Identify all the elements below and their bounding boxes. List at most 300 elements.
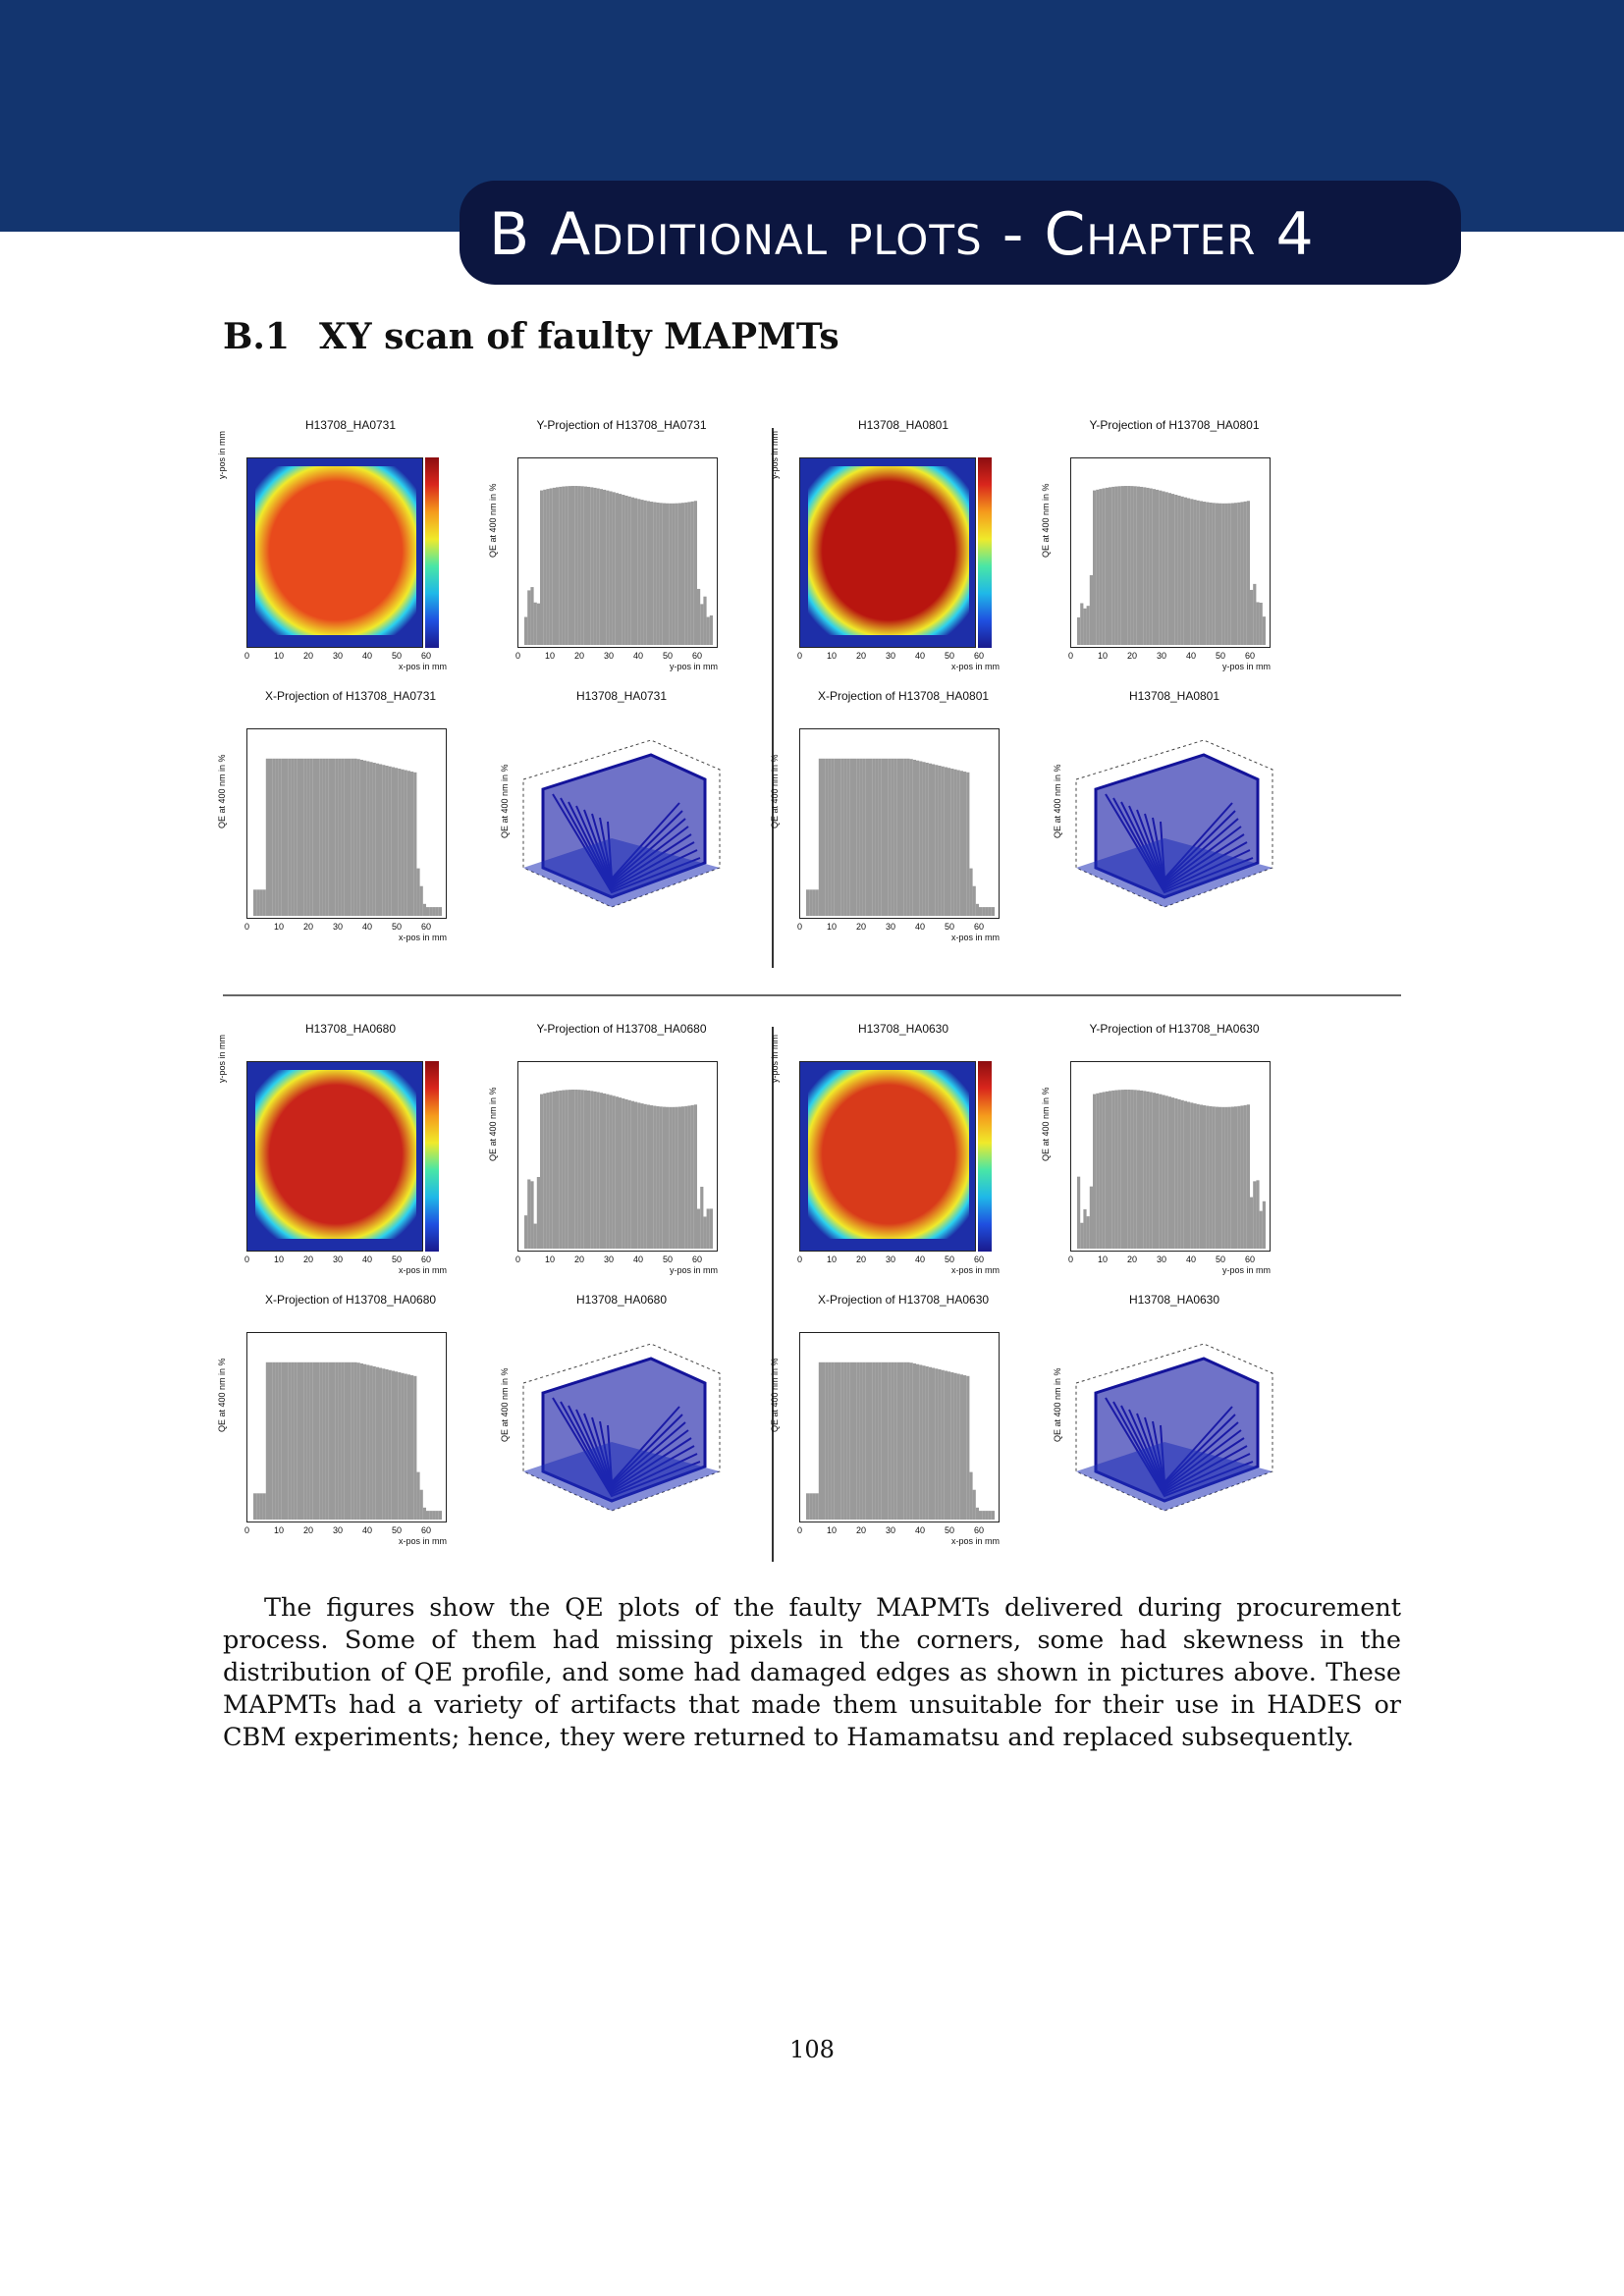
histogram-bar xyxy=(279,1362,282,1520)
histogram-bar xyxy=(360,1363,363,1520)
x-tick-label: 30 xyxy=(886,1255,896,1264)
histogram-bar xyxy=(1218,504,1221,645)
x-tick-label: 50 xyxy=(945,1525,955,1535)
x-tick-label: 60 xyxy=(1245,651,1256,661)
plot-panel-lego xyxy=(494,1295,749,1545)
histogram-bar xyxy=(1250,1198,1253,1249)
histogram-bar xyxy=(275,759,278,916)
histogram-bar xyxy=(363,761,366,916)
histogram-bar xyxy=(279,759,282,916)
histogram-bar xyxy=(269,759,272,916)
plot-frame xyxy=(246,457,423,648)
histogram-bar xyxy=(866,759,869,916)
x-tick-label: 0 xyxy=(244,651,250,661)
plot-panel-x xyxy=(217,689,478,942)
x-tick-label: 30 xyxy=(886,651,896,661)
histogram-bar xyxy=(259,889,262,916)
histogram-bar xyxy=(543,490,546,645)
x-axis-label: x-pos in mm xyxy=(398,662,447,671)
histogram-bar xyxy=(338,759,341,916)
histogram-bar xyxy=(1263,1201,1266,1249)
lego-plot-3d xyxy=(1056,1324,1282,1521)
histogram-bar xyxy=(556,487,559,645)
histogram-bar xyxy=(694,501,697,645)
histogram-bar xyxy=(1090,575,1093,645)
histogram-bar xyxy=(681,1106,684,1249)
plot-title: Y-Projection of H13708_HA0731 xyxy=(536,418,707,432)
histogram-bar xyxy=(835,1362,838,1520)
x-tick-label: 20 xyxy=(574,1255,585,1264)
histogram-bar xyxy=(416,1472,419,1520)
histogram-bar xyxy=(903,759,906,916)
histogram-bar xyxy=(1206,1106,1209,1249)
plot-title: H13708_HA0731 xyxy=(304,418,397,432)
x-tick-label: 50 xyxy=(392,1255,403,1264)
histogram-bar xyxy=(656,1106,659,1249)
x-tick-label: 50 xyxy=(945,1255,955,1264)
histogram-bar xyxy=(856,759,859,916)
histogram-bar xyxy=(593,488,596,645)
histogram-bar xyxy=(875,759,878,916)
x-tick-label: 0 xyxy=(797,1525,803,1535)
histogram-bar xyxy=(681,503,684,645)
histogram-bar xyxy=(420,1490,423,1520)
plot-title: H13708_HA0680 xyxy=(304,1022,397,1036)
x-tick-label: 40 xyxy=(1186,651,1197,661)
plot-panel-heat xyxy=(217,418,478,671)
histogram-bar xyxy=(707,1208,710,1249)
x-tick-label: 10 xyxy=(274,651,285,661)
plot-panel-heat xyxy=(770,418,1031,671)
histogram-bar xyxy=(319,759,322,916)
histogram-bar xyxy=(373,763,376,916)
x-tick-label: 30 xyxy=(604,1255,615,1264)
histogram-bar xyxy=(897,759,900,916)
histogram-bar xyxy=(407,771,410,916)
x-tick-labels xyxy=(246,922,447,932)
histogram-bar xyxy=(879,759,882,916)
histogram-bar xyxy=(537,1177,540,1249)
histogram-bar xyxy=(288,1362,291,1520)
histogram-bar xyxy=(676,504,678,645)
histogram-bar xyxy=(1240,1105,1243,1249)
y-axis-label: QE at 400 nm in % xyxy=(500,1367,510,1442)
histogram-bar xyxy=(960,771,963,916)
histogram-bar xyxy=(348,1362,351,1520)
histogram-bar xyxy=(587,487,590,645)
plot-panel-y xyxy=(1041,1022,1302,1275)
histogram-bar xyxy=(697,589,700,645)
histogram-bar xyxy=(942,767,945,916)
histogram-bar xyxy=(568,486,571,645)
plot-frame xyxy=(246,1332,447,1522)
x-tick-label: 10 xyxy=(827,922,838,932)
vertical-divider-top xyxy=(772,428,774,968)
histogram-bar xyxy=(353,1362,356,1520)
histogram-bar xyxy=(398,769,401,916)
x-tick-label: 0 xyxy=(1068,651,1074,661)
histogram-bar xyxy=(405,1374,407,1520)
histogram-bar xyxy=(707,617,710,645)
histogram-bar xyxy=(429,1511,432,1520)
x-tick-label: 20 xyxy=(303,1525,314,1535)
histogram-bar xyxy=(903,1362,906,1520)
histogram-bar xyxy=(838,1362,840,1520)
histogram-bar xyxy=(392,768,395,916)
histogram-bar xyxy=(687,502,690,645)
histogram-bar xyxy=(812,889,815,916)
x-tick-label: 10 xyxy=(274,1255,285,1264)
plot-frame xyxy=(1070,1061,1271,1252)
histogram-bar xyxy=(1150,1093,1153,1249)
histogram-bar xyxy=(812,1493,815,1520)
histogram-bar xyxy=(342,759,345,916)
histogram-bar xyxy=(373,1366,376,1520)
histogram-bar xyxy=(401,770,404,916)
histogram-bars xyxy=(1071,458,1271,648)
histogram-bar xyxy=(1228,1107,1231,1249)
histogram-bar xyxy=(395,1371,398,1520)
histogram-bar xyxy=(584,487,587,645)
histogram-bar xyxy=(1103,488,1106,645)
histogram-bar xyxy=(622,495,624,645)
plot-panel-y xyxy=(488,418,749,671)
histogram-bar xyxy=(1193,500,1196,645)
histogram-bar xyxy=(1077,617,1080,645)
plot-title: Y-Projection of H13708_HA0801 xyxy=(1089,418,1260,432)
histogram-bar xyxy=(577,486,580,645)
histogram-bar xyxy=(647,501,650,645)
histogram-bar xyxy=(382,1368,385,1520)
x-tick-label: 30 xyxy=(1157,1255,1167,1264)
histogram-bar xyxy=(1134,486,1137,645)
histogram-bar xyxy=(888,1362,891,1520)
histogram-bar xyxy=(843,759,846,916)
plot-title: H13708_HA0680 xyxy=(575,1293,668,1307)
histogram-bar xyxy=(932,764,935,916)
histogram-bar xyxy=(1106,488,1109,645)
histogram-bar xyxy=(885,759,888,916)
x-tick-label: 50 xyxy=(392,1525,403,1535)
y-axis-label: QE at 400 nm in % xyxy=(770,1358,780,1432)
histogram-bar xyxy=(694,1104,697,1249)
histogram-bar xyxy=(1111,487,1114,645)
plot-title: X-Projection of H13708_HA0680 xyxy=(264,1293,437,1307)
histogram-bar xyxy=(436,907,439,916)
plot-panel-x xyxy=(770,1293,1031,1546)
x-tick-label: 30 xyxy=(333,922,344,932)
x-tick-label: 20 xyxy=(574,651,585,661)
histogram-bar xyxy=(335,759,338,916)
histogram-bar xyxy=(1260,1211,1263,1249)
x-tick-label: 10 xyxy=(1098,651,1109,661)
plot-frame xyxy=(1070,457,1271,648)
x-tick-label: 0 xyxy=(515,1255,521,1264)
histogram-bar xyxy=(1240,502,1243,645)
x-tick-label: 30 xyxy=(333,1255,344,1264)
histogram-bar xyxy=(676,1107,678,1249)
histogram-bar xyxy=(1184,1101,1187,1249)
histogram-bar xyxy=(275,1362,278,1520)
histogram-bar xyxy=(395,768,398,916)
x-tick-labels xyxy=(246,1525,447,1535)
histogram-bar xyxy=(345,759,348,916)
histogram-bar xyxy=(1124,486,1127,645)
histogram-bar xyxy=(253,1493,256,1520)
histogram-bar xyxy=(863,759,866,916)
histogram-bar xyxy=(303,759,306,916)
histogram-bar xyxy=(922,762,925,916)
histogram-bar xyxy=(351,1362,353,1520)
y-axis-label: QE at 400 nm in % xyxy=(488,483,498,558)
histogram-bar xyxy=(562,1091,565,1249)
histogram-bar xyxy=(669,504,672,645)
histogram-bar xyxy=(653,1106,656,1249)
histogram-bar xyxy=(822,1362,825,1520)
histogram-bar xyxy=(1253,1181,1256,1249)
histogram-bar xyxy=(985,907,988,916)
lego-holder xyxy=(1056,721,1282,921)
histogram-bar xyxy=(272,1362,275,1520)
histogram-bar xyxy=(332,1362,335,1520)
histogram-bar xyxy=(1146,1092,1149,1249)
x-tick-label: 20 xyxy=(303,1255,314,1264)
plot-frame xyxy=(246,1061,423,1252)
histogram-bar xyxy=(1200,1104,1203,1249)
histogram-bar xyxy=(935,765,938,916)
histogram-bar xyxy=(527,1179,530,1249)
histogram-bar xyxy=(1083,1209,1086,1249)
histogram-bar xyxy=(306,759,309,916)
histogram-bar xyxy=(992,907,995,916)
histogram-bar xyxy=(832,1362,835,1520)
histogram-bar xyxy=(1168,493,1171,645)
histogram-bar xyxy=(1093,1095,1096,1249)
histogram-bar xyxy=(637,499,640,645)
x-tick-label: 50 xyxy=(392,922,403,932)
histogram-bar xyxy=(666,1107,669,1249)
histogram-bar xyxy=(1109,1091,1111,1249)
histogram-bar xyxy=(581,486,584,645)
histogram-bar xyxy=(436,1511,439,1520)
vertical-divider-bottom xyxy=(772,1027,774,1562)
histogram-bar xyxy=(1206,503,1209,645)
x-tick-label: 30 xyxy=(604,651,615,661)
histogram-bar xyxy=(590,487,593,645)
histogram-bar xyxy=(313,1362,316,1520)
histogram-bar xyxy=(600,489,603,645)
histogram-bar xyxy=(916,1364,919,1520)
histogram-bar xyxy=(439,907,442,916)
histogram-bar xyxy=(319,1362,322,1520)
histogram-bar xyxy=(303,1362,306,1520)
histogram-bar xyxy=(809,1493,812,1520)
histogram-bar xyxy=(1213,1106,1216,1249)
histogram-bar xyxy=(879,1362,882,1520)
lego-holder xyxy=(1056,1324,1282,1524)
histogram-bar xyxy=(825,1362,828,1520)
x-tick-label: 0 xyxy=(244,1255,250,1264)
histogram-bar xyxy=(840,759,843,916)
histogram-bar xyxy=(423,1508,426,1520)
x-tick-label: 50 xyxy=(663,1255,674,1264)
histogram-bar xyxy=(1187,1102,1190,1249)
histogram-bar xyxy=(950,1372,953,1520)
histogram-bar xyxy=(1221,1107,1224,1249)
histogram-bar xyxy=(1162,1095,1164,1249)
histogram-bar xyxy=(656,503,659,645)
histogram-bar xyxy=(1109,487,1111,645)
histogram-bar xyxy=(634,1102,637,1249)
plot-frame xyxy=(799,457,976,648)
histogram-bar xyxy=(410,1375,413,1520)
heatmap-core xyxy=(808,466,969,635)
histogram-bar xyxy=(644,501,647,645)
histogram-bar xyxy=(966,773,969,916)
x-tick-label: 40 xyxy=(1186,1255,1197,1264)
histogram-bar xyxy=(1177,496,1180,645)
x-tick-label: 60 xyxy=(692,651,703,661)
histogram-bar xyxy=(329,759,332,916)
histogram-bar xyxy=(624,496,627,645)
histogram-bar xyxy=(326,1362,329,1520)
histogram-bar xyxy=(660,1106,663,1249)
histogram-bar xyxy=(348,759,351,916)
histogram-bar xyxy=(894,1362,897,1520)
histogram-bar xyxy=(697,1208,700,1249)
histogram-bar xyxy=(859,759,862,916)
histogram-bar xyxy=(1080,603,1083,645)
plot-panel-heat xyxy=(770,1022,1031,1275)
x-tick-label: 60 xyxy=(974,1525,985,1535)
histogram-bar xyxy=(256,1493,259,1520)
histogram-bar xyxy=(979,1511,982,1520)
histogram-bar xyxy=(628,497,631,645)
heatmap-core xyxy=(255,1070,416,1239)
histogram-bar xyxy=(566,1090,568,1249)
histogram-bar xyxy=(640,500,643,645)
x-tick-labels xyxy=(517,651,718,661)
x-tick-label: 10 xyxy=(827,1525,838,1535)
histogram-bar xyxy=(566,486,568,645)
histogram-bar xyxy=(806,889,809,916)
histogram-bars xyxy=(518,1062,718,1252)
histogram-bar xyxy=(282,759,285,916)
histogram-bar xyxy=(872,1362,875,1520)
histogram-bar xyxy=(306,1362,309,1520)
histogram-bar xyxy=(603,490,606,645)
histogram-bar xyxy=(672,1107,675,1249)
histogram-bar xyxy=(603,1094,606,1249)
histogram-bar xyxy=(710,615,713,645)
x-tick-label: 10 xyxy=(545,651,556,661)
histogram-bars xyxy=(800,729,1000,919)
x-tick-label: 20 xyxy=(1127,1255,1138,1264)
histogram-bar xyxy=(819,1362,822,1520)
histogram-bar xyxy=(338,1362,341,1520)
histogram-bar xyxy=(1263,616,1266,645)
histogram-bar xyxy=(819,759,822,916)
x-tick-label: 40 xyxy=(915,651,926,661)
histogram-bar xyxy=(1203,1105,1206,1249)
histogram-bar xyxy=(1153,489,1156,645)
histogram-bar xyxy=(1093,491,1096,645)
histogram-bar xyxy=(1140,1091,1143,1249)
histogram-bar xyxy=(1247,501,1250,645)
plot-panel-x xyxy=(217,1293,478,1546)
histogram-bar xyxy=(1237,1106,1240,1249)
histogram-bar xyxy=(979,907,982,916)
x-tick-label: 0 xyxy=(244,922,250,932)
section-title: XY scan of faulty MAPMTs xyxy=(319,316,839,357)
section-heading xyxy=(223,316,839,357)
plot-title: X-Projection of H13708_HA0801 xyxy=(817,689,990,703)
histogram-bar xyxy=(710,1208,713,1249)
histogram-bar xyxy=(850,1362,853,1520)
histogram-bar xyxy=(900,1362,903,1520)
histogram-bar xyxy=(916,761,919,916)
histogram-bar xyxy=(906,1362,909,1520)
histogram-bar xyxy=(872,759,875,916)
histogram-bar xyxy=(1134,1090,1137,1249)
lego-plot-3d xyxy=(504,1324,730,1521)
histogram-bar xyxy=(992,1511,995,1520)
x-tick-label: 40 xyxy=(915,1525,926,1535)
x-tick-label: 60 xyxy=(421,922,432,932)
x-tick-labels xyxy=(799,922,1000,932)
histogram-bar xyxy=(897,1362,900,1520)
histogram-bar xyxy=(1244,1105,1247,1249)
histogram-bar xyxy=(385,1369,388,1520)
histogram-bars xyxy=(1071,1062,1271,1252)
plot-frame xyxy=(246,728,447,919)
histogram-bar xyxy=(423,904,426,916)
y-axis-label: QE at 400 nm in % xyxy=(488,1087,498,1161)
histogram-bar xyxy=(272,759,275,916)
histogram-bar xyxy=(298,759,300,916)
histogram-bar xyxy=(568,1090,571,1249)
histogram-bar xyxy=(1080,1223,1083,1249)
plot-panel-lego xyxy=(1047,691,1302,941)
histogram-bar xyxy=(1077,1177,1080,1249)
y-axis-label: y-pos in mm xyxy=(217,1034,227,1083)
x-axis-label: x-pos in mm xyxy=(398,1536,447,1546)
color-scale xyxy=(978,1061,992,1252)
histogram-bar xyxy=(1197,501,1200,645)
histogram-bar xyxy=(882,1362,885,1520)
histogram-bar xyxy=(392,1371,395,1520)
histogram-bar xyxy=(1184,498,1187,645)
x-tick-label: 30 xyxy=(886,922,896,932)
histogram-bar xyxy=(398,1372,401,1520)
x-tick-label: 60 xyxy=(974,922,985,932)
plot-title: Y-Projection of H13708_HA0680 xyxy=(536,1022,707,1036)
histogram-bar xyxy=(269,1362,272,1520)
histogram-bar xyxy=(1106,1092,1109,1249)
histogram-bar xyxy=(559,487,562,645)
histogram-bar xyxy=(953,1373,956,1520)
histogram-bar xyxy=(432,1511,435,1520)
histogram-bar xyxy=(426,907,429,916)
plot-panel-lego xyxy=(494,691,749,941)
plot-frame xyxy=(517,1061,718,1252)
histogram-bar xyxy=(266,759,269,916)
histogram-bar xyxy=(806,1493,809,1520)
histogram-bar xyxy=(329,1362,332,1520)
histogram-bar xyxy=(571,486,574,645)
histogram-bar xyxy=(1250,590,1253,645)
y-axis-label: QE at 400 nm in % xyxy=(1041,1087,1051,1161)
